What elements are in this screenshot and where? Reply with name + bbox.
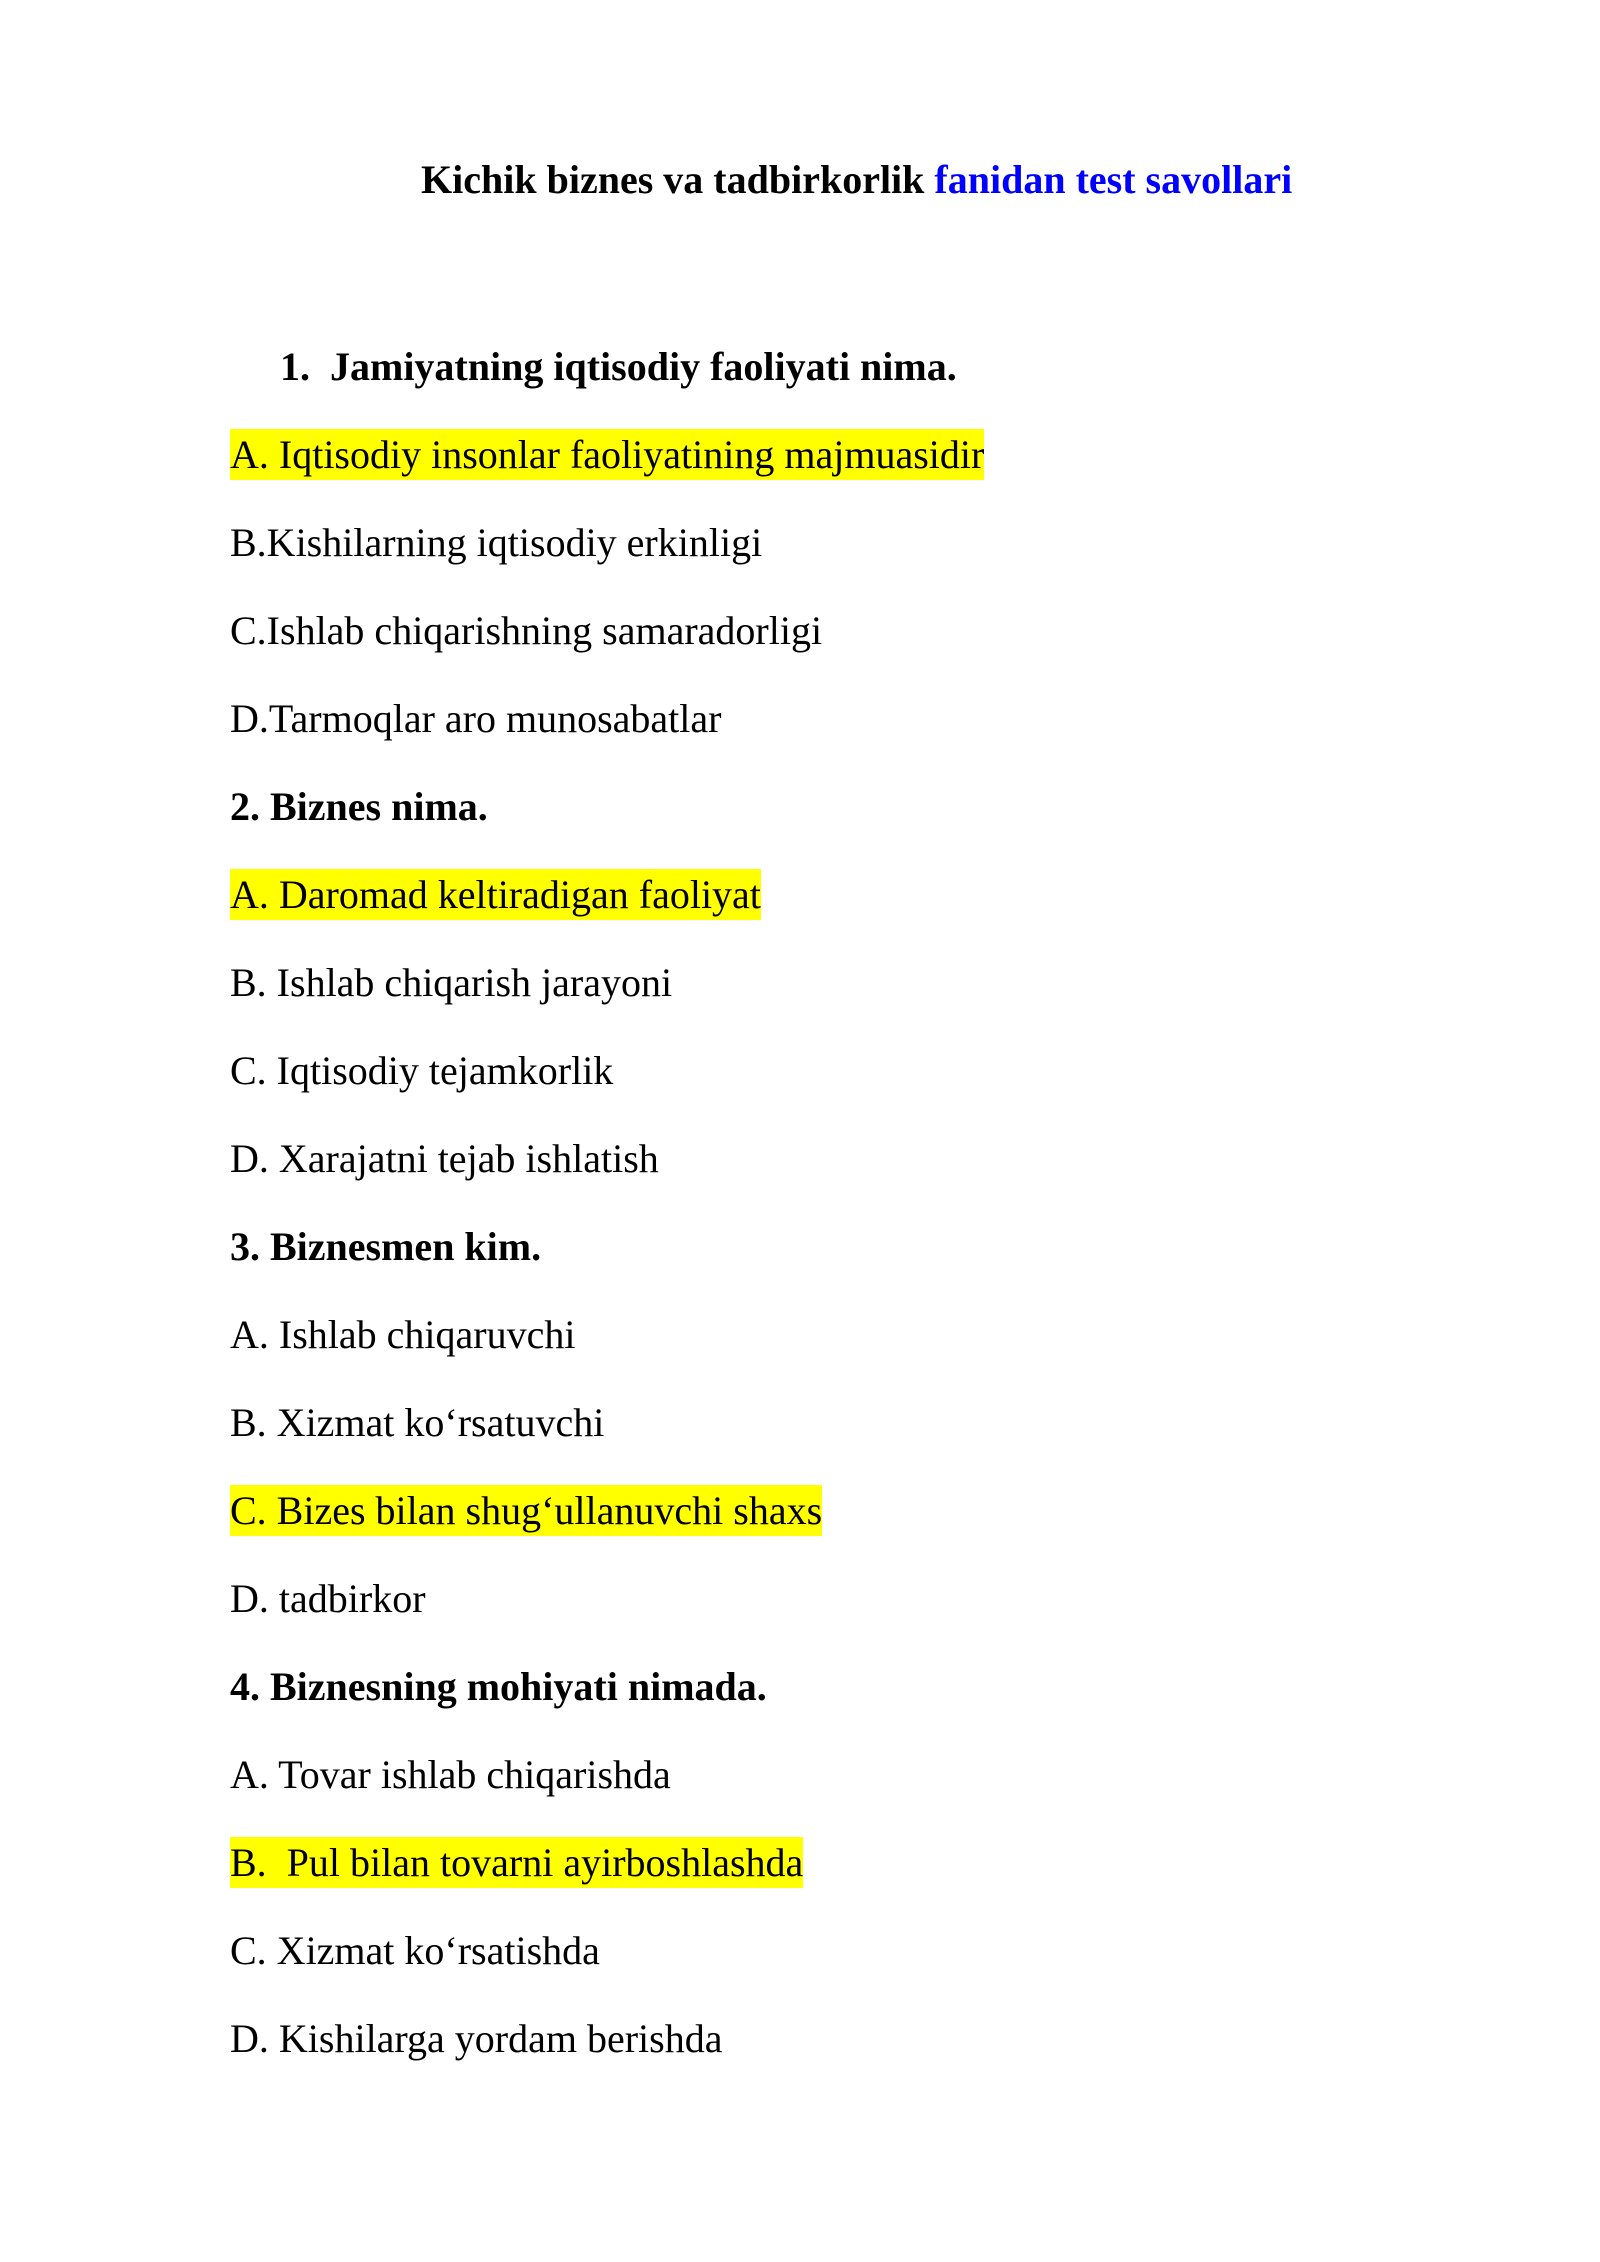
option-text: A. Ishlab chiqaruvchi	[230, 1311, 576, 1357]
option-text-correct: B. Pul bilan tovarni ayirboshlashda	[230, 1837, 803, 1888]
option-text: B. Ishlab chiqarish jarayoni	[230, 959, 673, 1005]
question-list	[230, 322, 1430, 2082]
question-text: Jamiyatning iqtisodiy faoliyati nima.	[330, 343, 957, 389]
option-text: C. Iqtisodiy tejamkorlik	[230, 1047, 614, 1093]
document-title	[421, 150, 1292, 210]
option-text-correct: A. Iqtisodiy insonlar faoliyatining majmuasidir	[230, 429, 984, 480]
option-text-correct: A. Daromad keltiradigan faoliyat	[230, 869, 761, 920]
title-black-part: Kichik biznes va tadbirkorlik	[421, 157, 925, 202]
option-text: D. tadbirkor	[230, 1575, 426, 1621]
option-text-correct: C. Bizes bilan shug‘ullanuvchi shaxs	[230, 1485, 822, 1536]
question-number: 1.	[280, 343, 310, 389]
question-1-heading	[230, 322, 1430, 410]
option-4a	[230, 1730, 1430, 1818]
option-text: A. Tovar ishlab chiqarishda	[230, 1751, 671, 1797]
option-3c	[230, 1466, 1430, 1554]
option-4b	[230, 1818, 1430, 1906]
question-3-heading	[230, 1202, 1430, 1290]
option-4d	[230, 1994, 1430, 2082]
question-text: 2. Biznes nima.	[230, 783, 488, 829]
question-2-heading	[230, 762, 1430, 850]
option-3b	[230, 1378, 1430, 1466]
option-1d	[230, 674, 1430, 762]
option-text: D. Xarajatni tejab ishlatish	[230, 1135, 659, 1181]
question-4-heading	[230, 1642, 1430, 1730]
option-3a	[230, 1290, 1430, 1378]
option-1c	[230, 586, 1430, 674]
option-2b	[230, 938, 1430, 1026]
question-text: 3. Biznesmen kim.	[230, 1223, 542, 1269]
option-1b	[230, 498, 1430, 586]
option-3d	[230, 1554, 1430, 1642]
option-text: B. Xizmat ko‘rsatuvchi	[230, 1399, 605, 1445]
option-2a	[230, 850, 1430, 938]
title-blue-part: fanidan test savollari	[934, 157, 1293, 202]
question-text: 4. Biznesning mohiyati nimada.	[230, 1663, 767, 1709]
option-text: C.Ishlab chiqarishning samaradorligi	[230, 607, 823, 653]
option-2d	[230, 1114, 1430, 1202]
option-1a	[230, 410, 1430, 498]
option-text: D. Kishilarga yordam berishda	[230, 2015, 723, 2061]
option-text: D.Tarmoqlar aro munosabatlar	[230, 695, 722, 741]
option-text: C. Xizmat ko‘rsatishda	[230, 1927, 600, 1973]
option-text: B.Kishilarning iqtisodiy erkinligi	[230, 519, 763, 565]
option-2c	[230, 1026, 1430, 1114]
option-4c	[230, 1906, 1430, 1994]
